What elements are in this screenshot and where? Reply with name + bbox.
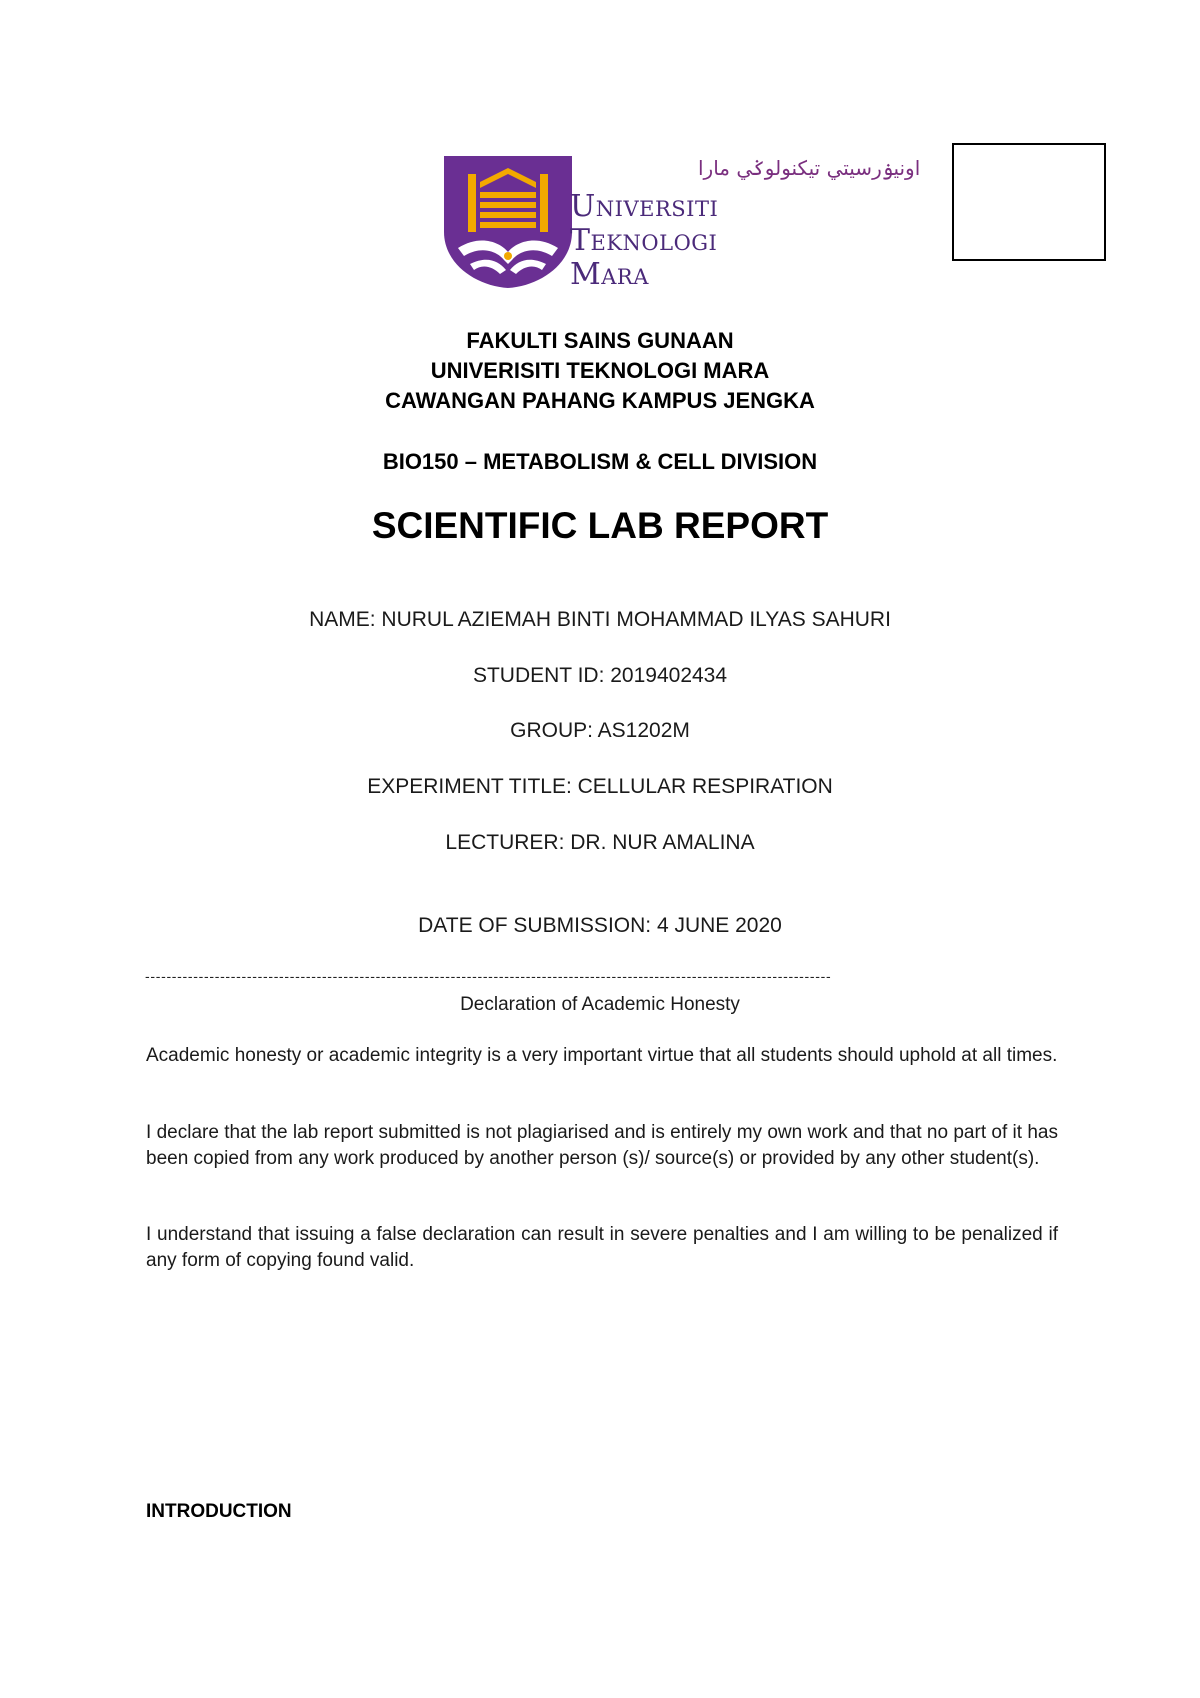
institution-block xyxy=(0,326,1200,416)
jawi-script-logo xyxy=(570,148,921,186)
course-title: BIO150 – METABOLISM & CELL DIVISION xyxy=(382,449,818,474)
student-group: GROUP: AS1202M xyxy=(510,719,690,742)
declaration-paragraph-3: I understand that issuing a false declaration can result in severe penalties and I am willing to be penalized if any form of copying found valid. xyxy=(146,1224,1058,1271)
declaration-paragraph-1: Academic honesty or academic integrity is a very important virtue that all students should uphold at all times. xyxy=(146,1045,1058,1066)
lecturer-name: LECTURER: DR. NUR AMALINA xyxy=(445,831,755,854)
jawi-text: اونيۏرسيتي تيكنولوݢي مارا xyxy=(698,156,921,180)
uitm-shield-icon xyxy=(440,152,576,290)
wordmark-line-2: Teknologi xyxy=(570,223,718,258)
blank-box xyxy=(952,143,1106,261)
experiment-title: EXPERIMENT TITLE: CELLULAR RESPIRATION xyxy=(367,775,833,798)
report-title: SCIENTIFIC LAB REPORT xyxy=(371,505,829,546)
university-wordmark xyxy=(570,190,718,292)
faculty-name: FAKULTI SAINS GUNAAN xyxy=(466,328,734,353)
introduction-heading: INTRODUCTION xyxy=(146,1501,292,1522)
student-id: STUDENT ID: 2019402434 xyxy=(472,664,728,687)
university-logo xyxy=(440,148,921,293)
wordmark-line-1: Universiti xyxy=(570,189,719,224)
university-name: UNIVERISITI TEKNOLOGI MARA xyxy=(430,358,770,383)
wordmark-line-3: Mara xyxy=(570,257,649,292)
student-name: NAME: NURUL AZIEMAH BINTI MOHAMMAD ILYAS SAHURI xyxy=(309,608,891,631)
campus-name: CAWANGAN PAHANG KAMPUS JENGKA xyxy=(385,388,815,413)
declaration-paragraph-2: I declare that the lab report submitted is not plagiarised and is entirely my own work and that no part of it has been copied from any work produced by another person (s)/ source(s) or provided by any other student(s). xyxy=(146,1122,1058,1169)
separator-line: -------------------------------------------------------------------------------------------------------------------------------- xyxy=(145,970,832,982)
submission-date: DATE OF SUBMISSION: 4 JUNE 2020 xyxy=(418,914,782,937)
declaration-title: Declaration of Academic Honesty xyxy=(460,994,740,1015)
